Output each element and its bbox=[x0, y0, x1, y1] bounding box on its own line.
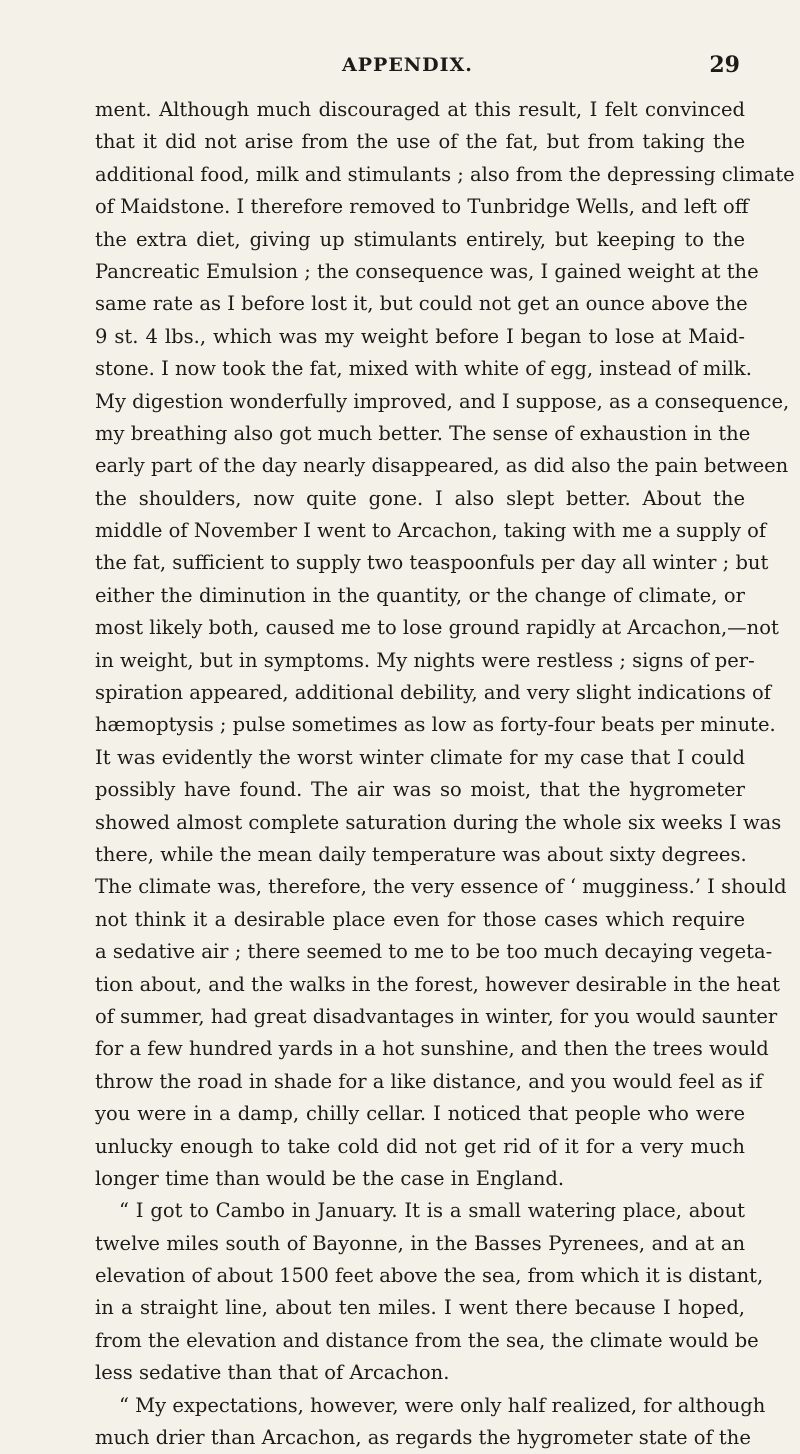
page-number: 29 bbox=[709, 52, 740, 78]
text-line: ment. Although much discouraged at this result, I felt convinced bbox=[95, 98, 745, 121]
text-line: stone. I now took the fat, mixed with white of egg, instead of milk. bbox=[95, 357, 752, 381]
text-line: unlucky enough to take cold did not get rid of it for a very much bbox=[95, 1134, 745, 1158]
running-header bbox=[110, 54, 740, 84]
text-line: a sedative air ; there seemed to me to be too much decaying vegeta- bbox=[95, 940, 773, 964]
text-line: throw the road in shade for a like distance, and you would feel as if bbox=[95, 1069, 763, 1093]
text-line: hæmoptysis ; pulse sometimes as low as forty-four beats per minute. bbox=[95, 713, 776, 737]
text-line: most likely both, caused me to lose ground rapidly at Arcachon,—not bbox=[95, 616, 779, 640]
paragraph bbox=[95, 1390, 766, 1454]
text-line: 9 st. 4 lbs., which was my weight before I began to lose at Maid- bbox=[95, 324, 745, 348]
text-line: of summer, had great disadvantages in winter, for you would saunter bbox=[95, 1004, 778, 1028]
text-line: in weight, but in symptoms. My nights were restless ; signs of per- bbox=[95, 648, 755, 672]
text-line: same rate as I before lost it, but could not get an ounce above the bbox=[95, 292, 748, 316]
text-line: for a few hundred yards in a hot sunshine, and then the trees would bbox=[95, 1037, 769, 1061]
text-line: “ My expectations, however, were only half realized, for although bbox=[119, 1393, 766, 1417]
text-line: much drier than Arcachon, as regards the hygrometer state of the bbox=[95, 1426, 751, 1450]
text-line: showed almost complete saturation during the whole six weeks I was bbox=[95, 810, 782, 834]
paragraph bbox=[95, 94, 795, 1195]
body-text bbox=[95, 94, 795, 1454]
text-line: that it did not arise from the use of the fat, but from taking the bbox=[95, 130, 745, 154]
text-line: middle of November I went to Arcachon, taking with me a supply of bbox=[95, 519, 767, 543]
text-line: there, while the mean daily temperature was about sixty degrees. bbox=[95, 842, 747, 866]
text-line: less sedative than that of Arcachon. bbox=[95, 1361, 450, 1385]
text-line: additional food, milk and stimulants ; also from the depressing climate bbox=[95, 162, 795, 186]
text-line: early part of the day nearly disappeared, as did also the pain between bbox=[95, 454, 789, 478]
text-line: the fat, sufficient to supply two teaspoonfuls per day all winter ; but bbox=[95, 551, 769, 575]
text-line: twelve miles south of Bayonne, in the Basses Pyrenees, and at an bbox=[95, 1231, 745, 1255]
text-line: My digestion wonderfully improved, and I suppose, as a consequence, bbox=[95, 389, 790, 413]
text-line: tion about, and the walks in the forest, however desirable in the heat bbox=[95, 972, 780, 996]
text-line: The climate was, therefore, the very essence of ‘ mugginess.’ I should bbox=[95, 875, 787, 899]
running-title: APPENDIX. bbox=[342, 54, 473, 76]
text-line: Pancreatic Emulsion ; the consequence was, I gained weight at the bbox=[95, 259, 759, 283]
text-line: It was evidently the worst winter climate for my case that I could bbox=[95, 745, 745, 769]
text-line: the extra diet, giving up stimulants entirely, but keeping to the bbox=[95, 227, 745, 251]
text-line: elevation of about 1500 feet above the sea, from which it is distant, bbox=[95, 1264, 764, 1288]
text-line: from the elevation and distance from the sea, the climate would be bbox=[95, 1328, 759, 1352]
text-line: in a straight line, about ten miles. I went there because I hoped, bbox=[95, 1296, 745, 1320]
text-line: either the diminution in the quantity, or the change of climate, or bbox=[95, 583, 745, 607]
text-line: “ I got to Cambo in January. It is a small watering place, about bbox=[119, 1199, 745, 1223]
text-line: you were in a damp, chilly cellar. I noticed that people who were bbox=[95, 1102, 745, 1126]
text-line: possibly have found. The air was so moist, that the hygrometer bbox=[95, 778, 745, 802]
text-line: not think it a desirable place even for those cases which require bbox=[95, 907, 745, 931]
text-line: spiration appeared, additional debility, and very slight indications of bbox=[95, 681, 771, 705]
text-line: longer time than would be the case in England. bbox=[95, 1166, 565, 1190]
text-line: of Maidstone. I therefore removed to Tunbridge Wells, and left off bbox=[95, 195, 749, 219]
text-line: the shoulders, now quite gone. I also slept better. About the bbox=[95, 486, 745, 510]
text-line: my breathing also got much better. The sense of exhaustion in the bbox=[95, 421, 751, 445]
paragraph bbox=[95, 1195, 764, 1389]
